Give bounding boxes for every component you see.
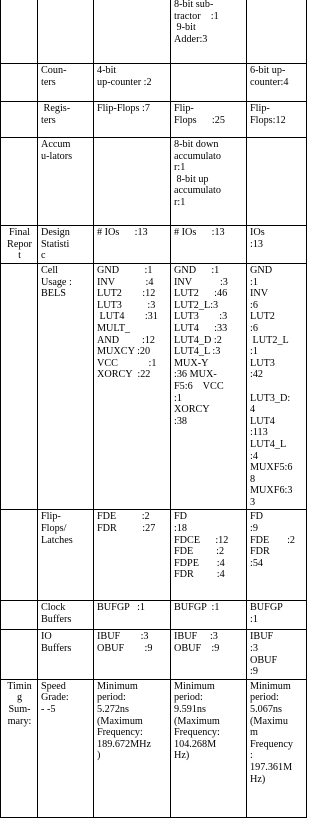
table-cell: 8-bit down accumulato r:1 8-bit up accumulato r:1	[171, 138, 247, 226]
table-cell: Regis- ters	[38, 102, 94, 138]
table-row	[1, 630, 307, 679]
table-row	[1, 264, 307, 510]
table-cell	[1, 510, 38, 601]
table-cell	[1, 630, 38, 679]
table-cell: Timin g Sum- mary:	[1, 679, 38, 817]
table-cell	[1, 601, 38, 630]
table-cell	[247, 0, 307, 64]
table-cell: GND :1 INV :3 LUT2 :46 LUT2_L:3 LUT3 :3 LUT4 :33 LUT4_D :2 LUT4_L :3 MUX-Y :36 MUX- F5:6 VCC :1 XORCY :38	[171, 264, 247, 510]
table-cell: IO Buffers	[38, 630, 94, 679]
table-cell: Minimum period: 9.591ns (Maximum Frequency: 104.268M Hz)	[171, 679, 247, 817]
table-cell: FD :18 FDCE :12 FDE :2 FDPE :4 FDR :4	[171, 510, 247, 601]
table-cell: GND :1 INV :6 LUT2 :6 LUT2_L :1 LUT3 :42 LUT3_D: 4 LUT4 :113 LUT4_L :4 MUXF5:6 8 MUXF6:3 3	[247, 264, 307, 510]
table-cell	[1, 138, 38, 226]
table-cell	[1, 264, 38, 510]
table-row	[1, 102, 307, 138]
table-cell: Flip- Flops:12	[247, 102, 307, 138]
table-cell	[247, 138, 307, 226]
table-cell: Speed Grade: - -5	[38, 679, 94, 817]
table-cell: Clock Buffers	[38, 601, 94, 630]
table-cell: IBUF :3 OBUF :9	[247, 630, 307, 679]
table-cell	[171, 64, 247, 102]
table-cell: # IOs :13	[171, 226, 247, 264]
table-cell: BUFGP :1	[247, 601, 307, 630]
table-row	[1, 64, 307, 102]
table-cell: Minimum period: 5.067ns (Maximu m Frequency : 197.361M Hz)	[247, 679, 307, 817]
table-cell	[94, 138, 171, 226]
table-cell	[38, 0, 94, 64]
table-row	[1, 601, 307, 630]
table-cell: Minimum period: 5.272ns (Maximum Frequency: 189.672MHz )	[94, 679, 171, 817]
table-cell: Final Repor t	[1, 226, 38, 264]
table-cell: BUFGP :1	[171, 601, 247, 630]
table-cell: IBUF :3 OBUF :9	[94, 630, 171, 679]
table-row	[1, 510, 307, 601]
table-cell: IOs :13	[247, 226, 307, 264]
table-row	[1, 226, 307, 264]
table-cell: Flip- Flops :25	[171, 102, 247, 138]
table-row	[1, 0, 307, 64]
table-cell: 4-bit up-counter :2	[94, 64, 171, 102]
table-cell: IBUF :3 OBUF :9	[171, 630, 247, 679]
table-row	[1, 138, 307, 226]
table-row	[1, 679, 307, 817]
table-cell: FD :9 FDE :2 FDR :54	[247, 510, 307, 601]
table-cell: # IOs :13	[94, 226, 171, 264]
table-cell: Coun- ters	[38, 64, 94, 102]
table-cell: Flip- Flops/ Latches	[38, 510, 94, 601]
table-cell: Flip-Flops :7	[94, 102, 171, 138]
table-cell: Design Statisti c	[38, 226, 94, 264]
table-cell: 6-bit up- counter:4	[247, 64, 307, 102]
table-cell: Accum u-lators	[38, 138, 94, 226]
table-cell: Cell Usage : BELS	[38, 264, 94, 510]
table-cell	[1, 0, 38, 64]
table-cell: BUFGP :1	[94, 601, 171, 630]
table-cell: 8-bit sub- tractor :1 9-bit Adder:3	[171, 0, 247, 64]
table-cell	[1, 64, 38, 102]
table-cell	[1, 102, 38, 138]
table-cell	[94, 0, 171, 64]
table-cell: FDE :2 FDR :27	[94, 510, 171, 601]
table-cell: GND :1 INV :4 LUT2 :12 LUT3 :3 LUT4 :31 MULT_ AND :12 MUXCY :20 VCC :1 XORCY :22	[94, 264, 171, 510]
